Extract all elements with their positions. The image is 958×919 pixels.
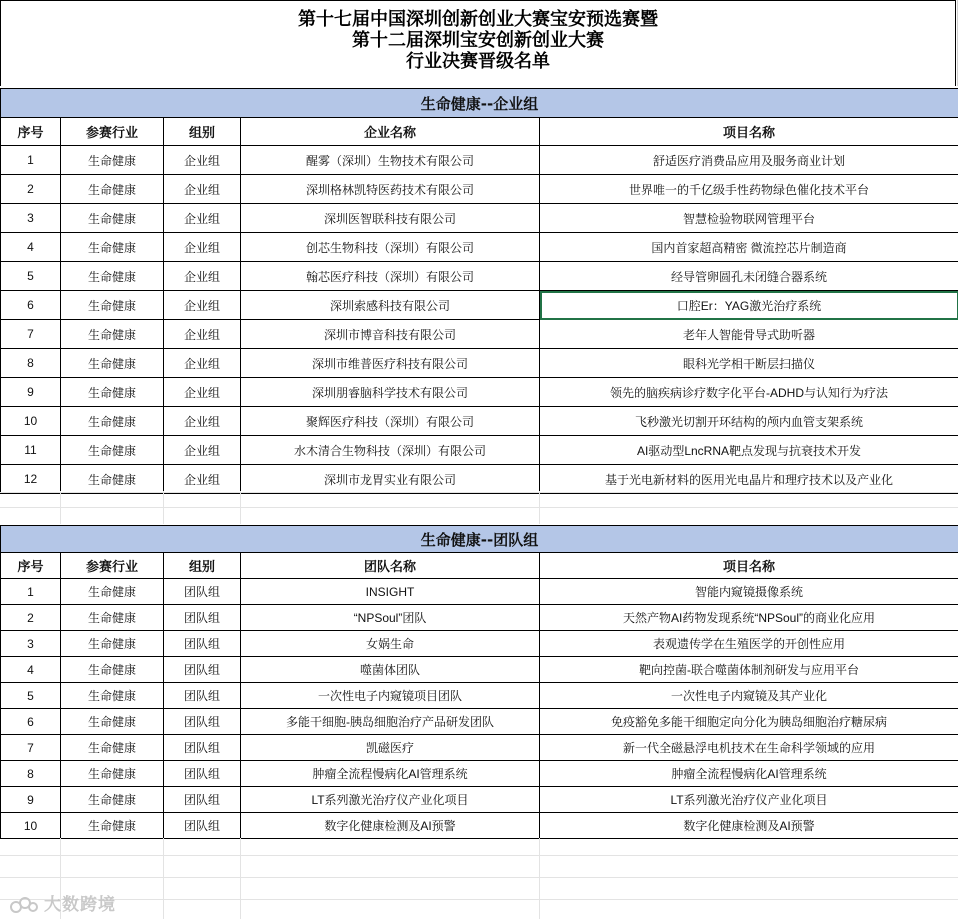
table-row[interactable] [1, 709, 958, 735]
cell-company-name[interactable]: 深圳索感科技有限公司 [241, 291, 540, 320]
cell-project-name[interactable]: 智慧检验物联网管理平台 [540, 204, 958, 233]
cell-company-name[interactable]: 翰芯医疗科技（深圳）有限公司 [241, 262, 540, 291]
cell-project-name[interactable]: 老年人智能骨导式助听器 [540, 320, 958, 349]
empty-row-gridline [0, 492, 958, 493]
cell-index[interactable]: 1 [1, 146, 61, 175]
cell-project-name[interactable]: AI驱动型LncRNA靶点发现与抗衰技术开发 [540, 436, 958, 465]
empty-col-gridline [240, 491, 241, 524]
cell-index[interactable]: 4 [1, 657, 61, 683]
table-row[interactable] [1, 233, 958, 262]
header-index[interactable]: 序号 [1, 553, 61, 579]
header-project-name[interactable]: 项目名称 [540, 118, 958, 146]
table-row[interactable] [1, 813, 958, 839]
cell-group[interactable]: 团队组 [164, 657, 241, 683]
cell-company-name[interactable]: 聚辉医疗科技（深圳）有限公司 [241, 407, 540, 436]
watermark-logo-icon [10, 896, 38, 914]
cell-group[interactable]: 团队组 [164, 709, 241, 735]
header-team-name[interactable]: 团队名称 [241, 553, 540, 579]
cell-index[interactable]: 7 [1, 735, 61, 761]
cell-index[interactable]: 9 [1, 378, 61, 407]
header-project-name[interactable]: 项目名称 [540, 553, 958, 579]
cell-industry[interactable]: 生命健康 [61, 320, 164, 349]
cell-index[interactable]: 11 [1, 436, 61, 465]
cell-project-name[interactable]: 一次性电子内窥镜及其产业化 [540, 683, 958, 709]
cell-index[interactable]: 12 [1, 465, 61, 494]
cell-industry[interactable]: 生命健康 [61, 349, 164, 378]
cell-company-name[interactable]: 水木清合生物科技（深圳）有限公司 [241, 436, 540, 465]
cell-team-name[interactable]: LT系列激光治疗仪产业化项目 [241, 787, 540, 813]
header-group[interactable]: 组别 [164, 553, 241, 579]
cell-industry[interactable]: 生命健康 [61, 407, 164, 436]
cell-group[interactable]: 企业组 [164, 233, 241, 262]
cell-index[interactable]: 5 [1, 262, 61, 291]
cell-team-name[interactable]: 女娲生命 [241, 631, 540, 657]
empty-row-gridline [0, 507, 958, 508]
table-row[interactable] [1, 378, 958, 407]
header-group[interactable]: 组别 [164, 118, 241, 146]
cell-project-name[interactable]: 经导管卵圆孔未闭缝合器系统 [540, 262, 958, 291]
table-row[interactable] [1, 436, 958, 465]
cell-industry[interactable]: 生命健康 [61, 436, 164, 465]
cell-index[interactable]: 2 [1, 175, 61, 204]
table-row[interactable] [1, 735, 958, 761]
cell-project-name[interactable]: 口腔Er：YAG激光治疗系统 [540, 291, 958, 320]
sheet-title [0, 0, 956, 86]
cell-company-name[interactable]: 深圳朋睿脑科学技术有限公司 [241, 378, 540, 407]
table-row[interactable] [1, 320, 958, 349]
cell-industry[interactable]: 生命健康 [61, 175, 164, 204]
cell-company-name[interactable]: 创芯生物科技（深圳）有限公司 [241, 233, 540, 262]
table-row[interactable] [1, 204, 958, 233]
empty-row-gridline [0, 899, 958, 900]
title-line-2: 第十二届深圳宝安创新创业大赛 [352, 30, 604, 50]
cell-index[interactable]: 7 [1, 320, 61, 349]
cell-industry[interactable]: 生命健康 [61, 262, 164, 291]
empty-col-gridline [240, 838, 241, 919]
cell-industry[interactable]: 生命健康 [61, 631, 164, 657]
cell-industry[interactable]: 生命健康 [61, 291, 164, 320]
cell-index[interactable]: 6 [1, 709, 61, 735]
cell-group[interactable]: 企业组 [164, 262, 241, 291]
cell-group[interactable]: 企业组 [164, 436, 241, 465]
empty-col-gridline [539, 838, 540, 919]
cell-group[interactable]: 企业组 [164, 378, 241, 407]
table-row[interactable] [1, 146, 958, 175]
table-row[interactable] [1, 262, 958, 291]
cell-industry[interactable]: 生命健康 [61, 233, 164, 262]
cell-group[interactable]: 企业组 [164, 349, 241, 378]
enterprise-table [0, 88, 958, 494]
cell-index[interactable]: 10 [1, 407, 61, 436]
table-row[interactable] [1, 291, 958, 320]
cell-industry[interactable]: 生命健康 [61, 761, 164, 787]
table-row[interactable] [1, 349, 958, 378]
cell-project-name[interactable]: 新一代全磁悬浮电机技术在生命科学领域的应用 [540, 735, 958, 761]
cell-company-name[interactable]: 深圳市博音科技有限公司 [241, 320, 540, 349]
cell-index[interactable]: 1 [1, 579, 61, 605]
cell-group[interactable]: 团队组 [164, 813, 241, 839]
empty-col-gridline [539, 491, 540, 524]
cell-industry[interactable]: 生命健康 [61, 605, 164, 631]
cell-team-name[interactable]: 多能干细胞-胰岛细胞治疗产品研发团队 [241, 709, 540, 735]
cell-industry[interactable]: 生命健康 [61, 579, 164, 605]
empty-row-gridline [0, 855, 958, 856]
cell-team-name[interactable]: 肿瘤全流程慢病化AI管理系统 [241, 761, 540, 787]
empty-col-gridline [60, 491, 61, 524]
cell-group[interactable]: 团队组 [164, 735, 241, 761]
cell-index[interactable]: 2 [1, 605, 61, 631]
cell-group[interactable]: 企业组 [164, 320, 241, 349]
cell-group[interactable]: 团队组 [164, 579, 241, 605]
cell-index[interactable]: 10 [1, 813, 61, 839]
empty-col-gridline [163, 491, 164, 524]
cell-index[interactable]: 3 [1, 631, 61, 657]
cell-index[interactable]: 6 [1, 291, 61, 320]
cell-project-name[interactable]: 飞秒激光切割开环结构的颅内血管支架系统 [540, 407, 958, 436]
cell-group[interactable]: 团队组 [164, 605, 241, 631]
table-row[interactable] [1, 175, 958, 204]
cell-group[interactable]: 团队组 [164, 631, 241, 657]
cell-group[interactable]: 企业组 [164, 465, 241, 494]
title-line-1: 第十七届中国深圳创新创业大赛宝安预选赛暨 [298, 9, 658, 29]
cell-industry[interactable]: 生命健康 [61, 146, 164, 175]
cell-group[interactable]: 团队组 [164, 683, 241, 709]
cell-group[interactable]: 企业组 [164, 291, 241, 320]
cell-team-name[interactable]: 噬菌体团队 [241, 657, 540, 683]
cell-industry[interactable]: 生命健康 [61, 683, 164, 709]
table-row[interactable] [1, 579, 958, 605]
cell-project-name[interactable]: 世界唯一的千亿级手性药物绿色催化技术平台 [540, 175, 958, 204]
cell-index[interactable]: 8 [1, 349, 61, 378]
cell-project-name[interactable]: 靶向控菌-联合噬菌体制剂研发与应用平台 [540, 657, 958, 683]
cell-industry[interactable]: 生命健康 [61, 813, 164, 839]
header-index[interactable]: 序号 [1, 118, 61, 146]
title-line-3: 行业决赛晋级名单 [406, 51, 550, 71]
cell-index[interactable]: 3 [1, 204, 61, 233]
cell-industry[interactable]: 生命健康 [61, 657, 164, 683]
cell-industry[interactable]: 生命健康 [61, 378, 164, 407]
table-row[interactable] [1, 787, 958, 813]
watermark [10, 890, 116, 915]
cell-company-name[interactable]: 深圳格林凯特医药技术有限公司 [241, 175, 540, 204]
cell-team-name[interactable]: 数字化健康检测及AI预警 [241, 813, 540, 839]
cell-project-name[interactable]: 表观遗传学在生殖医学的开创性应用 [540, 631, 958, 657]
cell-group[interactable]: 团队组 [164, 787, 241, 813]
empty-row-gridline [0, 877, 958, 878]
cell-team-name[interactable]: 一次性电子内窥镜项目团队 [241, 683, 540, 709]
cell-project-name[interactable]: 基于光电新材料的医用光电晶片和理疗技术以及产业化 [540, 465, 958, 494]
cell-company-name[interactable]: 深圳市龙胃实业有限公司 [241, 465, 540, 494]
watermark-text: 大数跨境 [44, 895, 116, 915]
header-company-name[interactable]: 企业名称 [241, 118, 540, 146]
cell-index[interactable]: 5 [1, 683, 61, 709]
cell-index[interactable]: 4 [1, 233, 61, 262]
table-row[interactable] [1, 605, 958, 631]
cell-project-name[interactable]: LT系列激光治疗仪产业化项目 [540, 787, 958, 813]
cell-group[interactable]: 团队组 [164, 761, 241, 787]
cell-company-name[interactable]: 深圳市维普医疗科技有限公司 [241, 349, 540, 378]
team-table [0, 525, 958, 839]
cell-project-name[interactable]: 肿瘤全流程慢病化AI管理系统 [540, 761, 958, 787]
cell-project-name[interactable]: 数字化健康检测及AI预警 [540, 813, 958, 839]
header-industry[interactable]: 参赛行业 [61, 118, 164, 146]
cell-industry[interactable]: 生命健康 [61, 735, 164, 761]
cell-company-name[interactable]: 深圳医智联科技有限公司 [241, 204, 540, 233]
cell-index[interactable]: 9 [1, 787, 61, 813]
cell-project-name[interactable]: 天然产物AI药物发现系统“NPSoul”的商业化应用 [540, 605, 958, 631]
cell-project-name[interactable]: 免疫豁免多能干细胞定向分化为胰岛细胞治疗糖尿病 [540, 709, 958, 735]
cell-industry[interactable]: 生命健康 [61, 787, 164, 813]
cell-industry[interactable]: 生命健康 [61, 204, 164, 233]
cell-project-name[interactable]: 眼科光学相干断层扫描仪 [540, 349, 958, 378]
cell-industry[interactable]: 生命健康 [61, 709, 164, 735]
enterprise-group-title[interactable]: 生命健康--企业组 [1, 89, 958, 118]
cell-team-name[interactable]: 凯磁医疗 [241, 735, 540, 761]
cell-project-name[interactable]: 国内首家超高精密 微流控芯片制造商 [540, 233, 958, 262]
cell-index[interactable]: 8 [1, 761, 61, 787]
cell-group[interactable]: 企业组 [164, 204, 241, 233]
cell-group[interactable]: 企业组 [164, 175, 241, 204]
empty-col-gridline [163, 838, 164, 919]
cell-project-name[interactable]: 领先的脑疾病诊疗数字化平台-ADHD与认知行为疗法 [540, 378, 958, 407]
cell-industry[interactable]: 生命健康 [61, 465, 164, 494]
table-row[interactable] [1, 407, 958, 436]
cell-project-name[interactable]: 舒适医疗消费品应用及服务商业计划 [540, 146, 958, 175]
cell-project-name[interactable]: 智能内窥镜摄像系统 [540, 579, 958, 605]
cell-company-name[interactable]: 醒雾（深圳）生物技术有限公司 [241, 146, 540, 175]
cell-team-name[interactable]: INSIGHT [241, 579, 540, 605]
cell-group[interactable]: 企业组 [164, 146, 241, 175]
table-row[interactable] [1, 465, 958, 494]
cell-team-name[interactable]: “NPSoul”团队 [241, 605, 540, 631]
cell-group[interactable]: 企业组 [164, 407, 241, 436]
table-row[interactable] [1, 631, 958, 657]
table-row[interactable] [1, 657, 958, 683]
team-group-title[interactable]: 生命健康--团队组 [1, 526, 958, 553]
table-row[interactable] [1, 761, 958, 787]
table-row[interactable] [1, 683, 958, 709]
header-industry[interactable]: 参赛行业 [61, 553, 164, 579]
